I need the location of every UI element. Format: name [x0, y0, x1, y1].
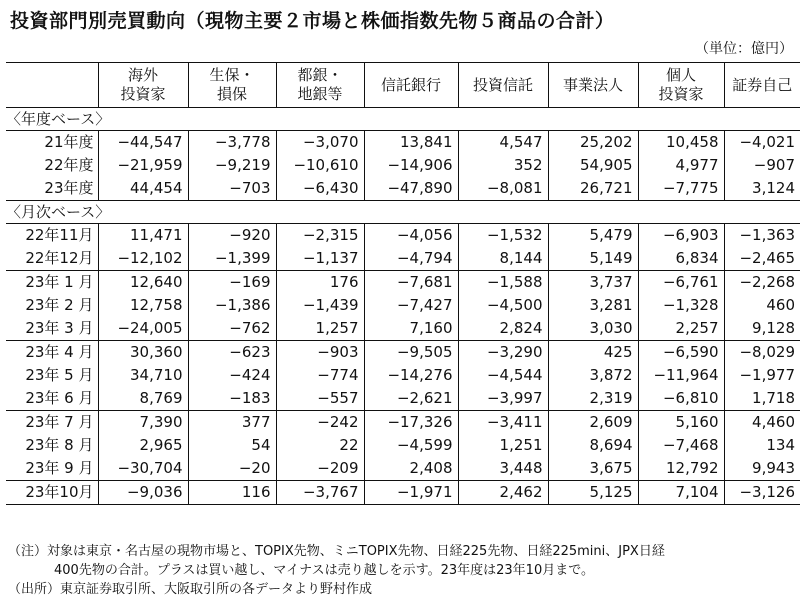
table-cell: 2,824	[458, 317, 548, 341]
table-cell: −2,268	[724, 271, 800, 295]
table-cell: −10,610	[276, 154, 364, 177]
row-label: 23年 7 月	[6, 411, 98, 435]
table-row	[6, 131, 800, 155]
row-label: 21年度	[6, 131, 98, 155]
header-row	[6, 63, 800, 108]
table-cell: −7,775	[638, 177, 724, 201]
table-cell: −4,544	[458, 364, 548, 387]
table-cell: 8,144	[458, 247, 548, 271]
table-row	[6, 294, 800, 317]
table-body	[6, 108, 800, 505]
table-cell: 5,149	[548, 247, 638, 271]
table-cell: 2,965	[139, 436, 183, 454]
table-cell: −6,761	[638, 271, 724, 295]
table-cell: 5,160	[638, 411, 724, 435]
table-cell: −242	[276, 411, 364, 435]
table-cell: 12,792	[638, 457, 724, 481]
table-cell: −3,997	[458, 387, 548, 411]
table-cell: −17,326	[364, 411, 458, 435]
table-cell: −2,315	[276, 224, 364, 248]
table-cell: 10,458	[638, 131, 724, 155]
table-cell: 2,257	[638, 317, 724, 341]
column-header: 都銀・ 地銀等	[276, 63, 364, 108]
table-cell: −1,399	[188, 247, 276, 271]
table-cell: 22	[276, 434, 364, 457]
table-cell: −7,681	[364, 271, 458, 295]
table-cell: −183	[188, 387, 276, 411]
table-cell: −6,903	[638, 224, 724, 248]
table-cell: −169	[188, 271, 276, 295]
table-cell: 4,547	[458, 131, 548, 155]
table-cell: −703	[188, 177, 276, 201]
table-cell: −3,778	[188, 131, 276, 155]
table-cell: 5,125	[548, 481, 638, 505]
table-cell: 13,841	[364, 131, 458, 155]
row-label: 23年度	[6, 177, 98, 201]
section-label: 〈月次ベース〉	[6, 201, 800, 224]
table-cell: 12,758	[130, 296, 183, 314]
table-cell: 377	[188, 411, 276, 435]
table-cell: 116	[188, 481, 276, 505]
table-cell: 1,251	[458, 434, 548, 457]
table-cell: −774	[276, 364, 364, 387]
table-cell: −6,590	[638, 341, 724, 365]
table-cell: −47,890	[364, 177, 458, 201]
column-header: 海外 投資家	[98, 63, 188, 108]
row-label: 23年10月	[6, 481, 98, 505]
table-row	[6, 247, 800, 271]
table-cell: −4,794	[364, 247, 458, 271]
table-cell: −8,081	[458, 177, 548, 201]
table-cell: −1,328	[638, 294, 724, 317]
table-cell: −1,532	[458, 224, 548, 248]
table-cell: 9,128	[724, 317, 800, 341]
table-row	[6, 154, 800, 177]
table-cell: −20	[188, 457, 276, 481]
table-row	[6, 457, 800, 481]
table-cell: 3,448	[458, 457, 548, 481]
unit-label: （単位：億円）	[695, 41, 793, 57]
table-cell: −209	[276, 457, 364, 481]
table-cell: −14,906	[364, 154, 458, 177]
table-row	[6, 364, 800, 387]
row-label: 23年 6 月	[6, 387, 98, 411]
table-cell: −3,411	[458, 411, 548, 435]
table-cell: 54	[188, 434, 276, 457]
section-row	[6, 201, 800, 224]
table-cell: −21,959	[117, 156, 183, 174]
table-cell: −30,704	[117, 459, 183, 477]
table-cell: −1,363	[724, 224, 800, 248]
source-line: （出所）東京証券取引所、大阪取引所の各データより野村作成	[8, 582, 373, 597]
table-cell: −9,505	[364, 341, 458, 365]
table-cell: 34,710	[130, 366, 183, 384]
table-cell: −14,276	[364, 364, 458, 387]
column-header: 個人 投資家	[638, 63, 724, 108]
table-row	[6, 387, 800, 411]
section-row	[6, 108, 800, 131]
row-label: 23年 4 月	[6, 341, 98, 365]
table-cell: −557	[276, 387, 364, 411]
table-cell: −1,588	[458, 271, 548, 295]
table-cell: 134	[724, 434, 800, 457]
column-header: 事業法人	[548, 63, 638, 108]
table-cell: 176	[276, 271, 364, 295]
table-cell: −3,767	[276, 481, 364, 505]
trading-table	[6, 62, 800, 505]
table-cell: 8,694	[548, 434, 638, 457]
table-cell: 4,977	[638, 154, 724, 177]
section-label: 〈年度ベース〉	[6, 110, 111, 128]
table-cell: −6,430	[276, 177, 364, 201]
table-cell: −1,137	[276, 247, 364, 271]
row-label: 22年12月	[6, 247, 98, 271]
table-row	[6, 434, 800, 457]
table-cell: −1,977	[724, 364, 800, 387]
table-cell: −1,439	[276, 294, 364, 317]
notes	[8, 542, 798, 599]
table-cell: −1,386	[188, 294, 276, 317]
table-cell: 44,454	[130, 179, 183, 197]
table-cell: −903	[276, 341, 364, 365]
row-label: 22年度	[6, 154, 98, 177]
column-header: 生保・ 損保	[188, 63, 276, 108]
note-line-1: （注）対象は東京・名古屋の現物市場と、TOPIX先物、ミニTOPIX先物、日経225先物、日経225mini、JPX日経	[8, 544, 665, 559]
table-row	[6, 317, 800, 341]
note-line-2: 400先物の合計。プラスは買い越し、マイナスは売り越しを示す。23年度は23年10月まで。	[54, 563, 594, 578]
column-header: 証券自己	[724, 63, 800, 108]
table-cell: −12,102	[117, 249, 183, 267]
table-cell: −9,219	[188, 154, 276, 177]
row-label: 23年 2 月	[6, 294, 98, 317]
table-cell: 7,104	[638, 481, 724, 505]
table-cell: 1,718	[724, 387, 800, 411]
table-cell: −4,056	[364, 224, 458, 248]
table-row	[6, 271, 800, 295]
table-cell: 4,460	[724, 411, 800, 435]
table-cell: −7,468	[638, 434, 724, 457]
table-cell: −8,029	[724, 341, 800, 365]
table-cell: −24,005	[117, 319, 183, 337]
table-cell: −11,964	[638, 364, 724, 387]
table-cell: −920	[188, 224, 276, 248]
table-cell: 425	[548, 341, 638, 365]
table-row	[6, 481, 800, 505]
row-label: 23年 3 月	[6, 317, 98, 341]
table-cell: 3,030	[548, 317, 638, 341]
row-label: 22年11月	[6, 224, 98, 248]
table-cell: 3,737	[548, 271, 638, 295]
table-cell: −4,500	[458, 294, 548, 317]
table-cell: 3,124	[724, 177, 800, 201]
table-cell: −2,465	[724, 247, 800, 271]
header-corner	[6, 63, 98, 108]
table-cell: 352	[458, 154, 548, 177]
table-cell: 460	[724, 294, 800, 317]
table-cell: −907	[724, 154, 800, 177]
table-cell: 6,834	[638, 247, 724, 271]
table-cell: 25,202	[548, 131, 638, 155]
table-cell: 12,640	[98, 271, 188, 295]
table-cell: 2,319	[548, 387, 638, 411]
table-cell: 2,408	[364, 457, 458, 481]
table-row	[6, 224, 800, 248]
table-cell: 2,609	[548, 411, 638, 435]
table-cell: −6,810	[638, 387, 724, 411]
table-cell: 54,905	[548, 154, 638, 177]
table-row	[6, 411, 800, 435]
table-cell: −3,070	[276, 131, 364, 155]
table-cell: −623	[188, 341, 276, 365]
table-cell: −424	[188, 364, 276, 387]
table-cell: 26,721	[548, 177, 638, 201]
table-row	[6, 177, 800, 201]
page-title: 投資部門別売買動向（現物主要２市場と株価指数先物５商品の合計）	[10, 10, 615, 32]
table-cell: −3,290	[458, 341, 548, 365]
row-label: 23年 8 月	[6, 434, 98, 457]
row-label: 23年 9 月	[6, 457, 98, 481]
table-cell: −1,971	[364, 481, 458, 505]
table-cell: −44,547	[98, 131, 188, 155]
table-cell: 5,479	[548, 224, 638, 248]
table-cell: −7,427	[364, 294, 458, 317]
table-cell: −3,126	[724, 481, 800, 505]
column-header: 投資信託	[458, 63, 548, 108]
table-cell: 1,257	[276, 317, 364, 341]
row-label: 23年 5 月	[6, 364, 98, 387]
table-cell: 11,471	[98, 224, 188, 248]
table-cell: −9,036	[98, 481, 188, 505]
table-cell: −2,621	[364, 387, 458, 411]
table-cell: 7,160	[364, 317, 458, 341]
table-cell: −4,599	[364, 434, 458, 457]
table-cell: −4,021	[724, 131, 800, 155]
table-cell: 3,675	[548, 457, 638, 481]
table-cell: 3,872	[548, 364, 638, 387]
table-cell: 30,360	[98, 341, 188, 365]
column-header: 信託銀行	[364, 63, 458, 108]
table-cell: −762	[188, 317, 276, 341]
table-row	[6, 341, 800, 365]
table-cell: 7,390	[98, 411, 188, 435]
row-label: 23年 1 月	[6, 271, 98, 295]
table-cell: 9,943	[724, 457, 800, 481]
table-cell: 8,769	[139, 389, 183, 407]
table-cell: 2,462	[458, 481, 548, 505]
table-cell: 3,281	[548, 294, 638, 317]
